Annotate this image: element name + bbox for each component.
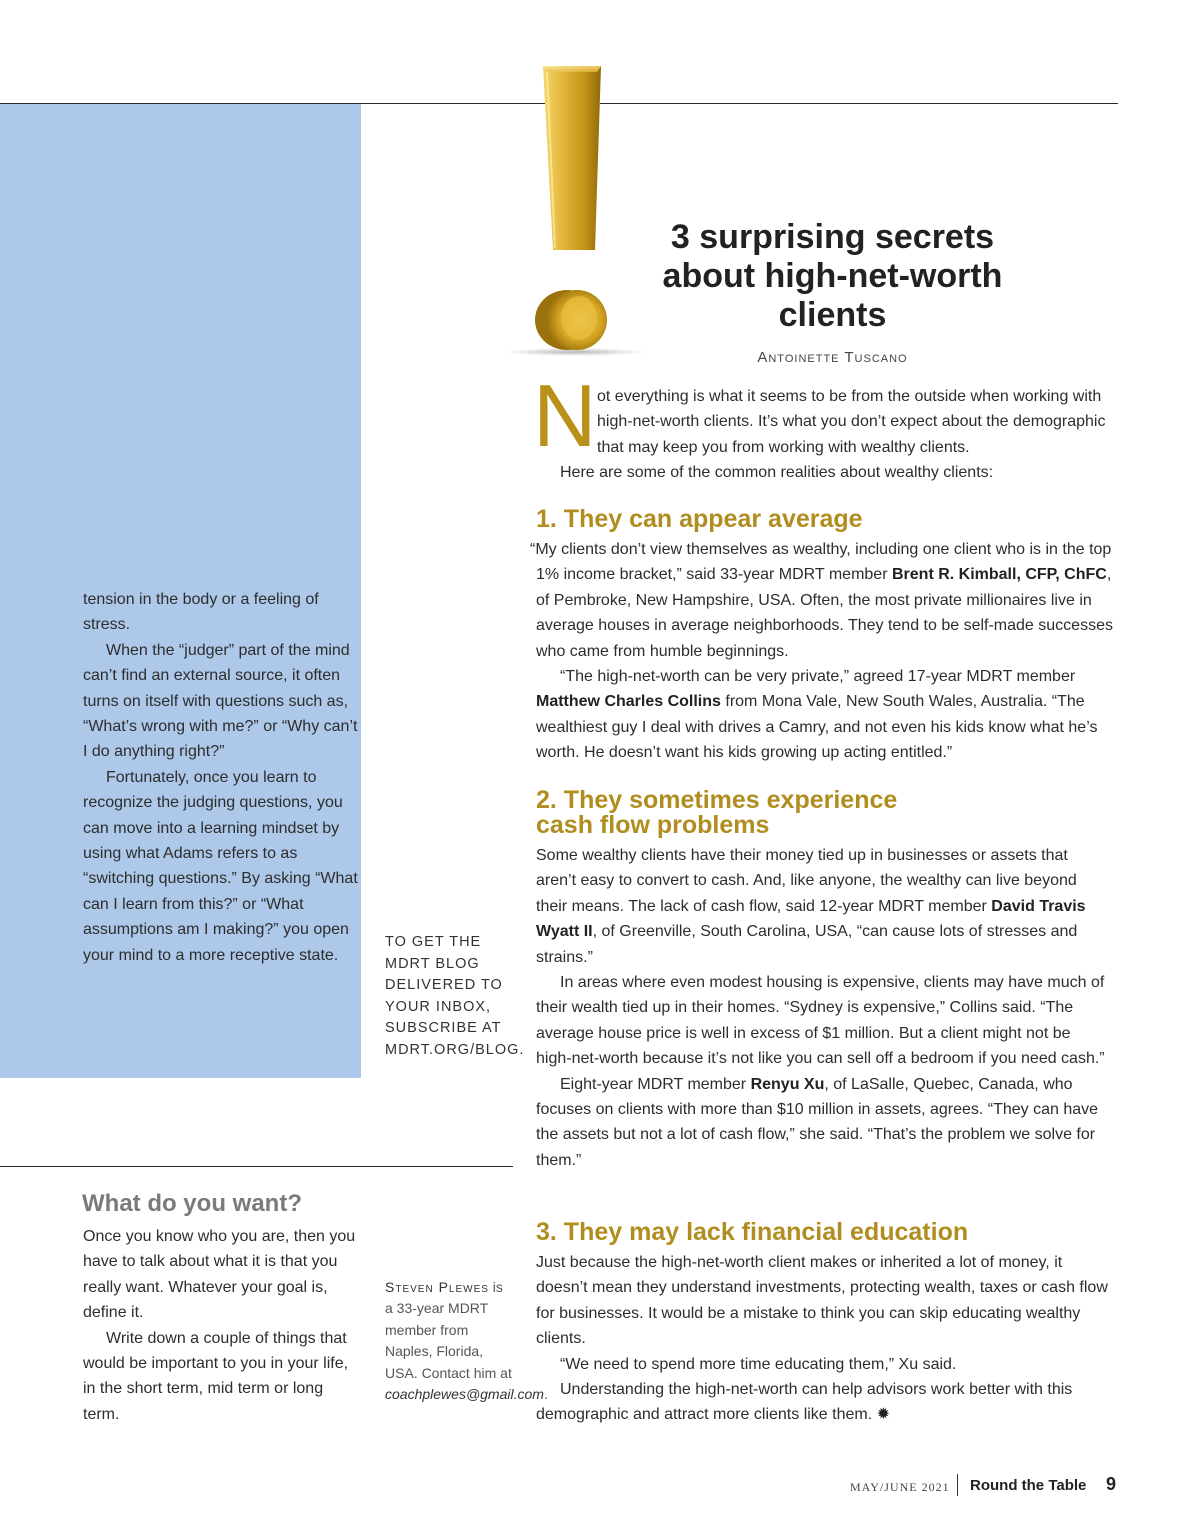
member-name: Matthew Charles Collins <box>536 693 721 711</box>
intro-paragraph <box>597 384 1120 460</box>
footer-page-number: 9 <box>1106 1474 1117 1494</box>
left-column-continued <box>83 587 363 968</box>
intro-text: ot everything is what it seems to be from the outside when working with high-net-worth clients. It’s what you don’t expect about the demographic that may keep you from working with wealthy clients. <box>597 388 1106 456</box>
section-3-heading: 3. They may lack financial education <box>536 1218 969 1246</box>
what-do-you-want-heading: What do you want? <box>82 1190 302 1217</box>
left-para-2: When the “judger” part of the mind can’t find an external source, it often turns on itself with questions such as, “What’s wrong with me?” or “Why can’t I do anything right?” <box>83 641 358 761</box>
footer-divider <box>957 1474 958 1496</box>
footer-date: MAY/JUNE 2021 <box>850 1480 950 1494</box>
section-2-heading: 2. They sometimes experience cash flow problems <box>536 786 898 839</box>
want-para-1: Once you know who you are, then you have to talk about what it is that you really want. Whatever your goal is, define it. <box>83 1228 356 1322</box>
author-name: Steven Plewes <box>385 1279 489 1295</box>
member-name: Renyu Xu <box>750 1075 825 1093</box>
section-divider-rule <box>0 1166 513 1167</box>
section-3-body <box>536 1250 1110 1428</box>
section-1-para-2: “The high-net-worth can be very private,” agreed 17-year MDRT member Matthew Charles Collins from Mona Vale, New South Wales, Australia. “The wealthiest guy I deal with drives a Camry, and not even his kids know what he’s worth. He doesn’t want his kids growing up acting entitled.” <box>536 668 1098 762</box>
section-3-para-3: Understanding the high-net-worth can help advisors work better with this demographic and attract more clients like them. ✹ <box>536 1381 1073 1424</box>
author-email[interactable]: coachplewes@gmail.com <box>385 1386 544 1403</box>
author-bio: Steven Plewes is a 33-year MDRT member from Naples, Florida, USA. Contact him at coachplewes@gmail.com. <box>385 1279 548 1403</box>
section-3-para-1: Just because the high-net-worth client makes or inherited a lot of money, it doesn’t mean they understand investments, protecting wealth, taxes or cash flow for businesses. It would be a mistake to think you can skip educating wealthy clients. <box>536 1254 1108 1348</box>
section-3-para-2: “We need to spend more time educating them,” Xu said. <box>560 1355 957 1373</box>
intro-second-text: Here are some of the common realities about wealthy clients: <box>560 464 994 481</box>
want-para-2: Write down a couple of things that would be important to you in your life, in the short term, mid term or long term. <box>83 1329 349 1423</box>
intro-second <box>536 460 1120 485</box>
article-title: 3 surprising secrets about high-net-worth clients <box>662 218 1003 334</box>
sun-end-mark-icon: ✹ <box>876 1406 891 1424</box>
section-1-para-1: “My clients don’t view themselves as wealthy, including one client who is in the top 1% income bracket,” said 33-year MDRT member Brent R. Kimball, CFP, ChFC, of Pembroke, New Hampshire, USA. Often, the most private millionaires live in average houses in average neighborhoods. They tend to be self-made successes who came from humble beginnings. <box>530 541 1113 660</box>
what-do-you-want-body <box>83 1224 363 1427</box>
gold-exclamation-icon <box>505 62 645 362</box>
article-byline: Antoinette Tuscano <box>757 349 908 366</box>
left-para-1: tension in the body or a feeling of stress. <box>83 591 319 634</box>
drop-cap: N <box>533 366 597 465</box>
section-1-heading: 1. They can appear average <box>536 505 863 533</box>
section-2-para-1: Some wealthy clients have their money tied up in businesses or assets that aren’t easy to convert to cash. And, like anyone, the wealthy can live beyond their means. The lack of cash flow, said 12-year MDRT member David Travis Wyatt II, of Greenville, South Carolina, USA, “can cause lots of stresses and strains.” <box>536 847 1086 966</box>
left-para-3: Fortunately, once you learn to recognize the judging questions, you can move into a learning mindset by using what Adams refers to as “switching questions.” By asking “What can I learn from this?” or “What assumptions am I making?” you open your mind to a more receptive state. <box>83 768 358 964</box>
subscribe-note: TO GET THE MDRT BLOG DELIVERED TO YOUR INBOX, SUBSCRIBE AT MDRT.ORG/BLOG. <box>385 934 525 1058</box>
member-name: David Travis Wyatt II <box>536 897 1086 941</box>
section-2-body <box>536 843 1110 1173</box>
member-name: Brent R. Kimball, CFP, ChFC <box>891 566 1107 584</box>
footer-magazine-name: Round the Table <box>970 1477 1087 1494</box>
section-2-para-2: In areas where even modest housing is expensive, clients may have much of their wealth tied up in their homes. “Sydney is expensive,” Collins said. “The average house price is well in excess of $1 million. But a client might not be high-net-worth because it’s not like you can sell off a bedroom if you need cash.” <box>536 974 1105 1068</box>
section-2-para-3: Eight-year MDRT member Renyu Xu, of LaSalle, Quebec, Canada, who focuses on clients with more than $10 million in assets, agrees. “They can have the assets but not a lot of cash flow,” she said. “That’s the problem we solve for them.” <box>536 1075 1099 1169</box>
top-rule-right <box>600 103 1118 104</box>
section-1-body <box>530 537 1114 766</box>
